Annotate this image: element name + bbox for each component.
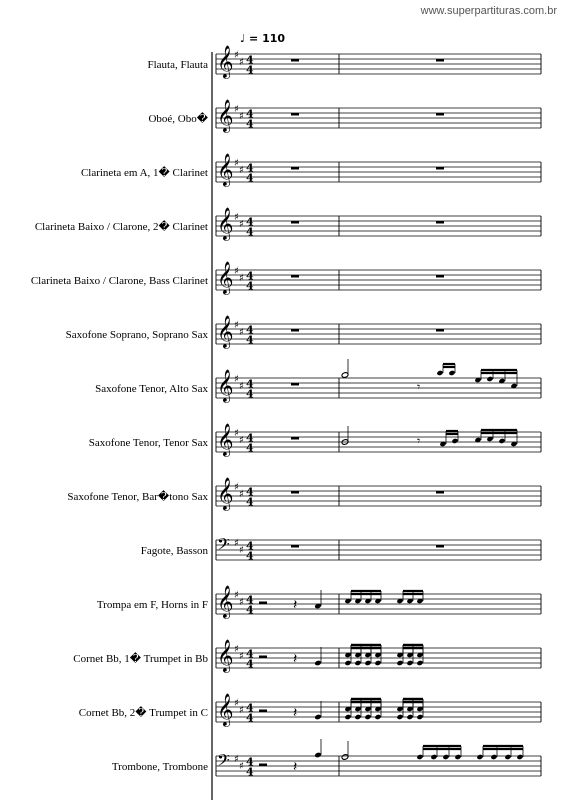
instrument-label: Cornet Bb, 2� Trumpet in C	[78, 707, 208, 719]
whole-rest	[436, 221, 444, 224]
instrument-label: Saxofone Tenor, Tenor Sax	[88, 437, 208, 449]
instrument-label: Flauta, Flauta	[147, 59, 208, 71]
whole-rest	[291, 59, 299, 62]
sharp-icon: ♯	[239, 165, 244, 176]
sharp-icon: ♯	[239, 381, 244, 392]
note-head	[354, 660, 361, 666]
sharp-icon: ♯	[239, 435, 244, 446]
svg-text:4: 4	[246, 63, 254, 77]
staff	[216, 585, 541, 619]
svg-text:4: 4	[246, 711, 254, 725]
treble-clef-icon: 𝄞	[217, 477, 234, 510]
sharp-icon: ♯	[234, 158, 239, 169]
treble-clef-icon: 𝄞	[217, 207, 234, 240]
time-signature: 4	[246, 755, 254, 769]
staff	[216, 639, 541, 673]
note-head	[374, 714, 381, 720]
whole-rest	[291, 491, 299, 494]
instrument-label: Cornet Bb, 1� Trumpet in Bb	[73, 653, 208, 665]
sharp-icon: ♯	[239, 597, 244, 608]
note-head	[490, 754, 497, 760]
svg-text:4: 4	[246, 279, 254, 293]
instrument-label: Oboé, Obo�	[148, 113, 208, 125]
note-head	[442, 754, 449, 760]
whole-rest	[436, 167, 444, 170]
svg-text:4: 4	[246, 171, 254, 185]
note-head	[354, 714, 361, 720]
tempo-marking: ♩ = 110	[240, 32, 286, 45]
whole-rest	[291, 329, 299, 332]
sharp-icon: ♯	[234, 374, 239, 385]
note-head	[374, 660, 381, 666]
sharp-icon: ♯	[234, 212, 239, 223]
svg-text:4: 4	[246, 657, 254, 671]
whole-rest	[436, 59, 444, 62]
bass-clef-icon: 𝄢	[217, 534, 230, 558]
whole-rest	[291, 221, 299, 224]
svg-text:4: 4	[246, 117, 254, 131]
sharp-icon: ♯	[239, 705, 244, 716]
note-head	[486, 376, 493, 382]
note-head	[498, 438, 505, 444]
staff	[216, 207, 541, 241]
time-signature: 4	[246, 539, 254, 553]
note-head	[436, 370, 443, 376]
quarter-rest: 𝄽	[293, 651, 298, 667]
time-signature: 4	[246, 215, 254, 229]
time-signature: 4	[246, 647, 254, 661]
svg-text:4: 4	[246, 441, 254, 455]
treble-clef-icon: 𝄞	[217, 693, 234, 726]
treble-clef-icon: 𝄞	[217, 45, 234, 78]
sharp-icon: ♯	[234, 428, 239, 439]
time-signature: 4	[246, 431, 254, 445]
time-signature: 4	[246, 53, 254, 67]
svg-text:4: 4	[246, 495, 254, 509]
note-head	[451, 438, 458, 444]
half-rest	[259, 602, 267, 605]
staff	[216, 315, 541, 349]
sharp-icon: ♯	[234, 266, 239, 277]
note-head	[454, 754, 461, 760]
instrument-label: Saxofone Tenor, Bar�tono Sax	[67, 491, 208, 503]
quarter-rest: 𝄽	[293, 597, 298, 613]
time-signature: 4	[246, 323, 254, 337]
whole-rest	[436, 113, 444, 116]
time-signature: 4	[246, 377, 254, 391]
sharp-icon: ♯	[239, 545, 244, 556]
note-head	[364, 660, 371, 666]
note-head	[396, 660, 403, 666]
site-url: www.superpartituras.com.br	[420, 5, 557, 17]
staff	[216, 477, 541, 511]
whole-rest	[291, 275, 299, 278]
note-head	[344, 660, 351, 666]
eighth-rest: 𝄾	[417, 434, 421, 448]
note-head	[416, 714, 423, 720]
svg-text:4: 4	[246, 225, 254, 239]
half-rest	[259, 656, 267, 659]
whole-rest	[291, 167, 299, 170]
note-head	[364, 714, 371, 720]
treble-clef-icon: 𝄞	[217, 423, 234, 456]
note-head	[416, 754, 423, 760]
staff	[216, 261, 541, 295]
sharp-icon: ♯	[239, 489, 244, 500]
note-head	[406, 714, 413, 720]
whole-rest	[436, 491, 444, 494]
instrument-label: Fagote, Basson	[140, 545, 208, 557]
whole-rest	[436, 329, 444, 332]
sharp-icon: ♯	[239, 651, 244, 662]
treble-clef-icon: 𝄞	[217, 639, 234, 672]
treble-clef-icon: 𝄞	[217, 261, 234, 294]
time-signature: 4	[246, 269, 254, 283]
note-head	[396, 714, 403, 720]
note-head	[406, 660, 413, 666]
staff	[216, 423, 541, 457]
eighth-rest: 𝄾	[417, 380, 421, 394]
instrument-label: Saxofone Tenor, Alto Sax	[95, 383, 208, 395]
note-head	[430, 754, 437, 760]
time-signature: 4	[246, 107, 254, 121]
time-signature: 4	[246, 161, 254, 175]
sharp-icon: ♯	[234, 104, 239, 115]
svg-text:4: 4	[246, 387, 254, 401]
staff	[216, 739, 541, 779]
svg-text:4: 4	[246, 333, 254, 347]
whole-rest	[436, 275, 444, 278]
svg-text:4: 4	[246, 765, 254, 779]
note-head	[448, 370, 455, 376]
note-head	[516, 754, 523, 760]
sharp-icon: ♯	[234, 482, 239, 493]
quarter-rest: 𝄽	[293, 759, 298, 775]
staff	[216, 693, 541, 727]
instrument-label: Saxofone Soprano, Soprano Sax	[65, 329, 208, 341]
sharp-icon: ♯	[234, 538, 239, 549]
time-signature: 4	[246, 485, 254, 499]
staff	[216, 99, 541, 133]
instrument-label: Trompa em F, Horns in F	[96, 599, 208, 611]
sharp-icon: ♯	[239, 327, 244, 338]
note-head	[344, 714, 351, 720]
note-head	[416, 660, 423, 666]
note-head	[476, 754, 483, 760]
time-signature: 4	[246, 593, 254, 607]
sharp-icon: ♯	[234, 644, 239, 655]
sharp-icon: ♯	[234, 320, 239, 331]
whole-rest	[436, 545, 444, 548]
quarter-rest: 𝄽	[293, 705, 298, 721]
whole-rest	[291, 545, 299, 548]
sharp-icon: ♯	[239, 111, 244, 122]
sharp-icon: ♯	[239, 57, 244, 68]
svg-text:4: 4	[246, 549, 254, 563]
treble-clef-icon: 𝄞	[217, 99, 234, 132]
treble-clef-icon: 𝄞	[217, 315, 234, 348]
treble-clef-icon: 𝄞	[217, 153, 234, 186]
staff	[216, 45, 541, 79]
staff	[216, 534, 541, 563]
half-rest	[259, 710, 267, 713]
instrument-label: Clarineta em A, 1� Clarinet	[80, 167, 208, 179]
instrument-label: Clarineta Baixo / Clarone, 2� Clarinet	[34, 221, 208, 233]
svg-text:4: 4	[246, 603, 254, 617]
bass-clef-icon: 𝄢	[217, 750, 230, 774]
sharp-icon: ♯	[234, 754, 239, 765]
treble-clef-icon: 𝄞	[217, 585, 234, 618]
time-signature: 4	[246, 701, 254, 715]
sharp-icon: ♯	[234, 50, 239, 61]
staff	[216, 153, 541, 187]
sharp-icon: ♯	[234, 590, 239, 601]
note-head	[504, 754, 511, 760]
staff	[216, 359, 541, 403]
whole-rest	[291, 113, 299, 116]
instrument-label: Trombone, Trombone	[111, 761, 208, 773]
whole-rest	[291, 383, 299, 386]
half-rest	[259, 764, 267, 767]
sharp-icon: ♯	[239, 761, 244, 772]
whole-rest	[291, 437, 299, 440]
treble-clef-icon: 𝄞	[217, 369, 234, 402]
sharp-icon: ♯	[239, 219, 244, 230]
instrument-label: Clarineta Baixo / Clarone, Bass Clarinet	[30, 275, 208, 287]
sharp-icon: ♯	[234, 698, 239, 709]
sharp-icon: ♯	[239, 273, 244, 284]
